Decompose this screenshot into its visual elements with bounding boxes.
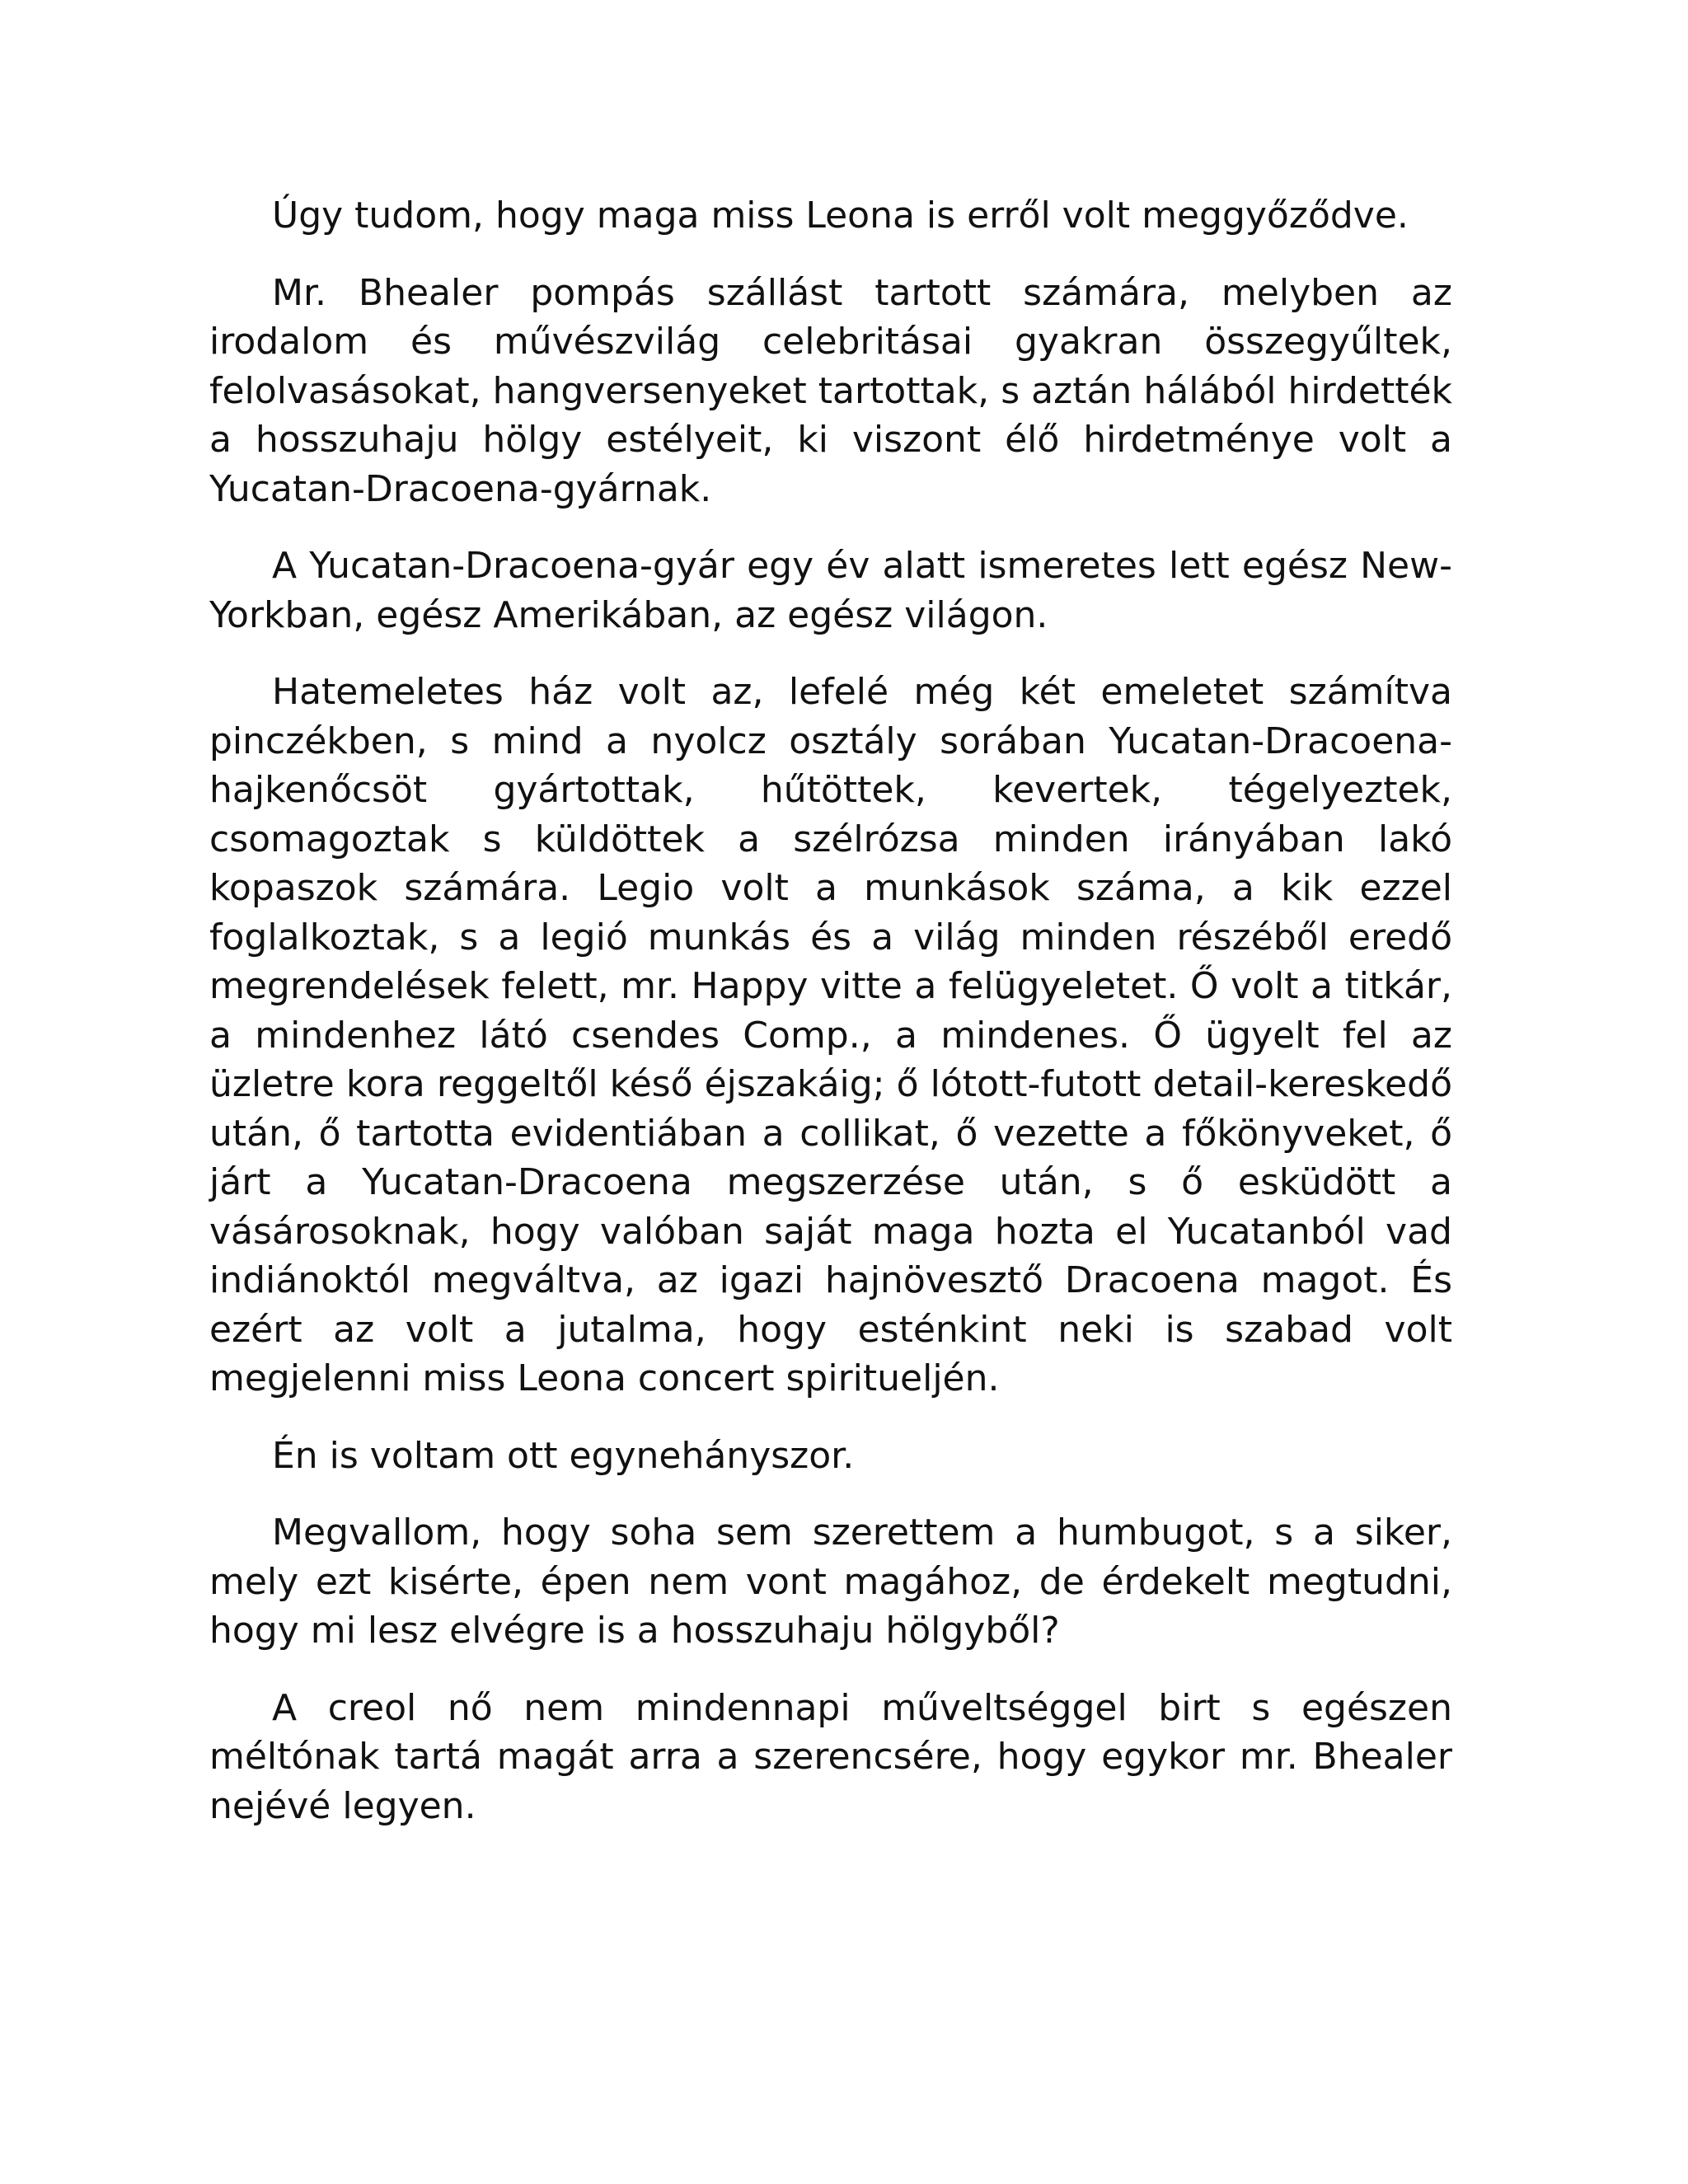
paragraph-1: Úgy tudom, hogy maga miss Leona is erről volt meggyőződve. xyxy=(272,194,1409,237)
paragraph-3: A Yucatan-Dracoena-gyár egy év alatt ismeretes lett egész New-Yorkban, egész Amerikában, az egész világon. xyxy=(209,545,1452,636)
paragraph-7: A creol nő nem mindennapi műveltséggel birt s egészen méltónak tartá magát arra a szerencsére, hogy egykor mr. Bhealer nejévé legyen. xyxy=(209,1686,1452,1827)
paragraph-2: Mr. Bhealer pompás szállást tartott számára, melyben az irodalom és művészvilág celebritásai gyakran összegyűltek, felolvasásokat, hangversenyeket tartottak, s aztán hálából hirdették a hosszuhaju hölgy estélyeit, ki viszont élő hirdetménye volt a Yucatan-Dracoena-gyárnak. xyxy=(209,271,1452,510)
paragraph-5: Én is voltam ott egynehányszor. xyxy=(272,1434,855,1477)
paragraph-6: Megvallom, hogy soha sem szerettem a humbugot, s a siker, mely ezt kisérte, épen nem vont magához, de érdekelt megtudni, hogy mi lesz elvégre is a hosszuhaju hölgyből? xyxy=(209,1511,1452,1652)
page-body xyxy=(209,191,1452,1858)
paragraph-4: Hatemeletes ház volt az, lefelé még két emeletet számítva pinczékben, s mind a nyolcz osztály sorában Yucatan-Dracoena-hajkenőcsöt gyártottak, hűtöttek, kevertek, tégelyeztek, csomagoztak s küldöttek a szélrózsa minden irányában lakó kopaszok számára. Legio volt a munkások száma, a kik ezzel foglalkoztak, s a legió munkás és a világ minden részéből eredő megrendelések felett, mr. Happy vitte a felügyeletet. Ő volt a titkár, a mindenhez látó csendes Comp., a mindenes. Ő ügyelt fel az üzletre kora reggeltől késő éjszakáig; ő lótott-futott detail-kereskedő után, ő tartotta evidentiában a collikat, ő vezette a főkönyveket, ő járt a Yucatan-Dracoena megszerzése után, s ő esküdött a vásárosoknak, hogy valóban saját maga hozta el Yucatanból vad indiánoktól megváltva, az igazi hajnövesztő Dracoena magot. És ezért az volt a jutalma, hogy esténkint neki is szabad volt megjelenni miss Leona concert spiritueljén. xyxy=(209,671,1452,1399)
